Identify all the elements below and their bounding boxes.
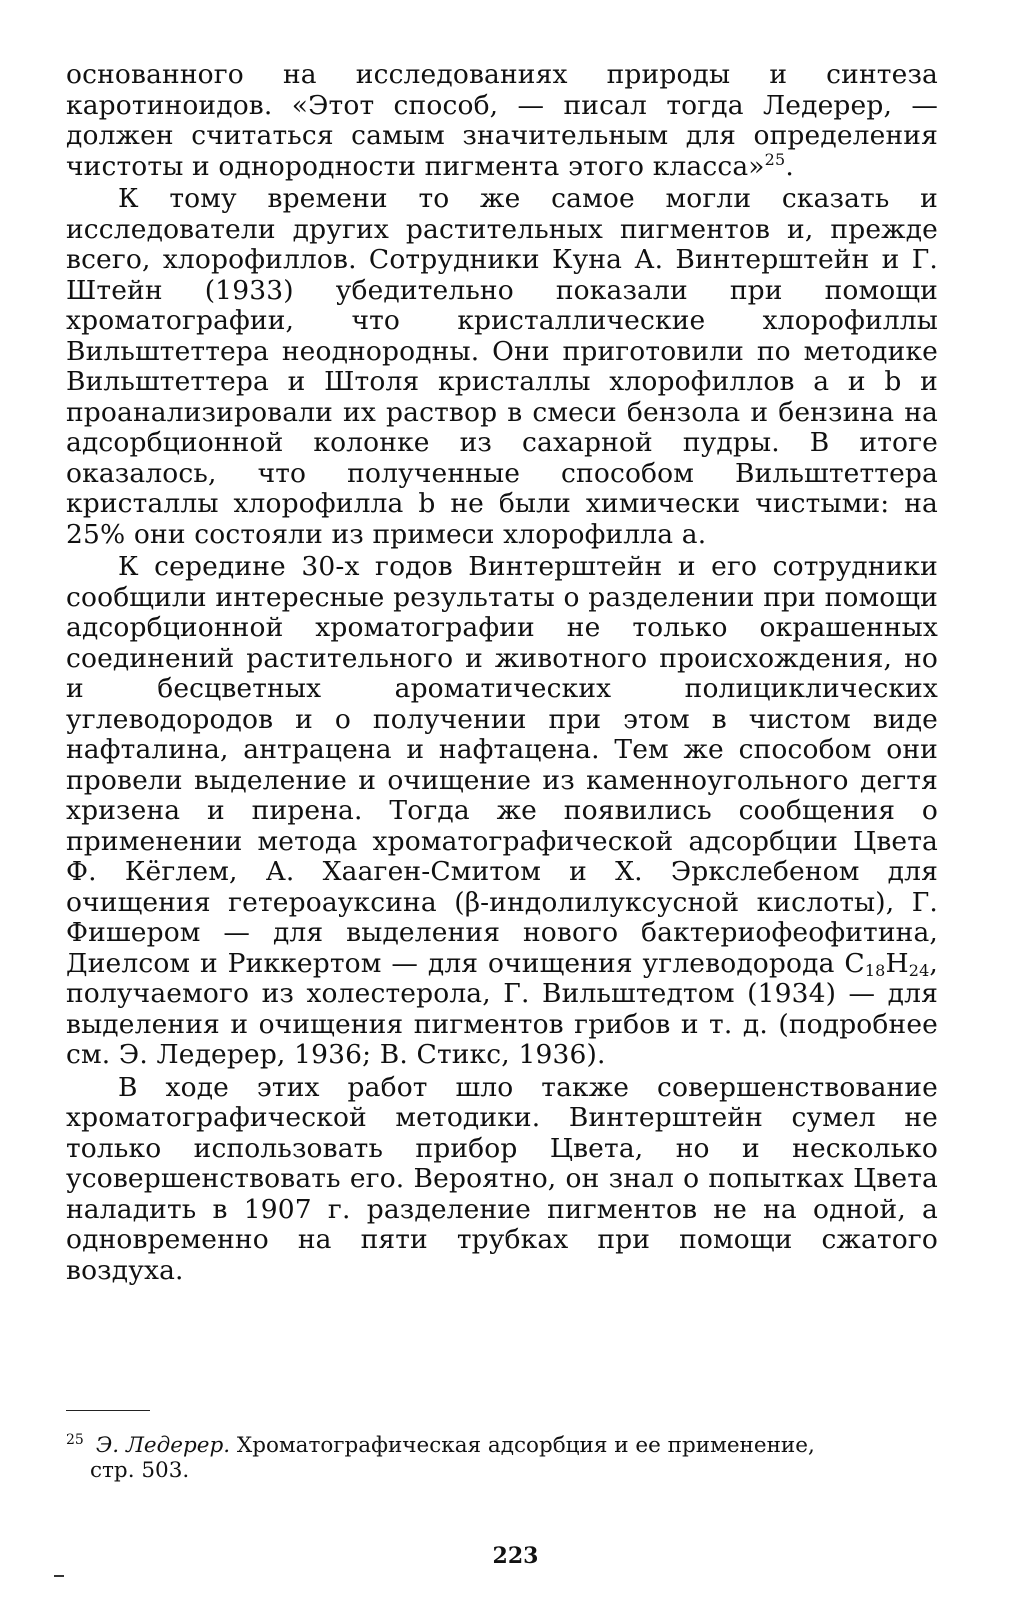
paragraph-1-text: основанного на исследованиях природы и синтеза каротиноидов. «Этот способ, — писал тогда Ледерер, — должен считаться самым значительным для определения чистоты и однородности пигмента этого класса» xyxy=(66,59,938,182)
footnote-continuation: стр. 503. xyxy=(90,1458,190,1483)
paragraph-3 xyxy=(66,552,938,1071)
paragraph-1 xyxy=(66,60,938,182)
margin-mark xyxy=(54,1575,64,1577)
footnote-number: 25 xyxy=(66,1432,84,1448)
chemical-formula xyxy=(844,948,929,979)
paragraph-4: В ходе этих работ шло также совершенствование хроматографической методики. Винтерштейн сумел не только использовать прибор Цвета, но и несколько усовершенствовать его. Вероятно, он знал о попытках Цвета наладить в 1907 г. разделение пигментов не на одной, а одновременно на пяти трубках при помощи сжатого воздуха. xyxy=(66,1071,938,1286)
footnote-text: Хроматографическая адсорбция и ее применение, xyxy=(236,1433,815,1458)
footnote-author: Э. Ледерер. xyxy=(95,1433,231,1458)
formula-hydrogen-count: 24 xyxy=(908,960,930,980)
footnote xyxy=(66,1428,938,1483)
formula-carbon: C xyxy=(844,947,865,979)
paragraph-2: К тому времени то же самое могли сказать и исследователи других растительных пигментов и, прежде всего, хлорофиллов. Сотрудники Куна А. Винтерштейн и Г. Штейн (1933) убедительно показали при помощи хроматографии, что кристаллические хлорофиллы Вильштеттера неоднородны. Они приготовили по методике Вильштеттера и Штоля кристаллы хлорофиллов a и b и проанализировали их раствор в смеси бензола и бензина на адсорбционной колонке из сахарной пудры. В итоге оказалось, что полученные способом Вильштеттера кристаллы хлорофилла b не были химически чистыми: на 25% они состояли из примеси хлорофилла a. xyxy=(66,183,938,550)
paragraph-3-text-b: , получаемого из холестерола, Г. Вильштедтом (1934) — для выделения и очищения пигментов грибов и т. д. (подробнее см. Э. Ледерер, 1936; В. Стикс, 1936). xyxy=(66,947,938,1070)
paragraph-3-text-a: К середине 30-х годов Винтерштейн и его сотрудники сообщили интересные результаты о разделении при помощи адсорбционной хроматографии не только окрашенных соединений растительного и животного происхождения, но и бесцветных ароматических полициклических углеводородов и о получении при этом в чистом виде нафталина, антрацена и нафтацена. Тем же способом они провели выделение и очищение из каменноугольного дегтя хризена и пирена. Тогда же появились сообщения о применении метода хроматографической адсорбции Цвета Ф. Кёглем, А. Хааген-Смитом и Х. Эркслебеном для очищения гетероауксина (β-индолилуксусной кислоты), Г. Фишером — для выделения нового бактериофеофитина, Диелсом и Риккертом — для очищения углеводорода xyxy=(66,551,938,979)
paragraph-1-tail: . xyxy=(785,150,794,182)
formula-carbon-count: 18 xyxy=(864,960,886,980)
page-number: 223 xyxy=(492,1543,539,1569)
footnote-divider xyxy=(66,1410,150,1411)
footnote-reference: 25 xyxy=(764,149,786,169)
page-body xyxy=(66,60,938,1288)
formula-hydrogen: H xyxy=(885,947,909,979)
